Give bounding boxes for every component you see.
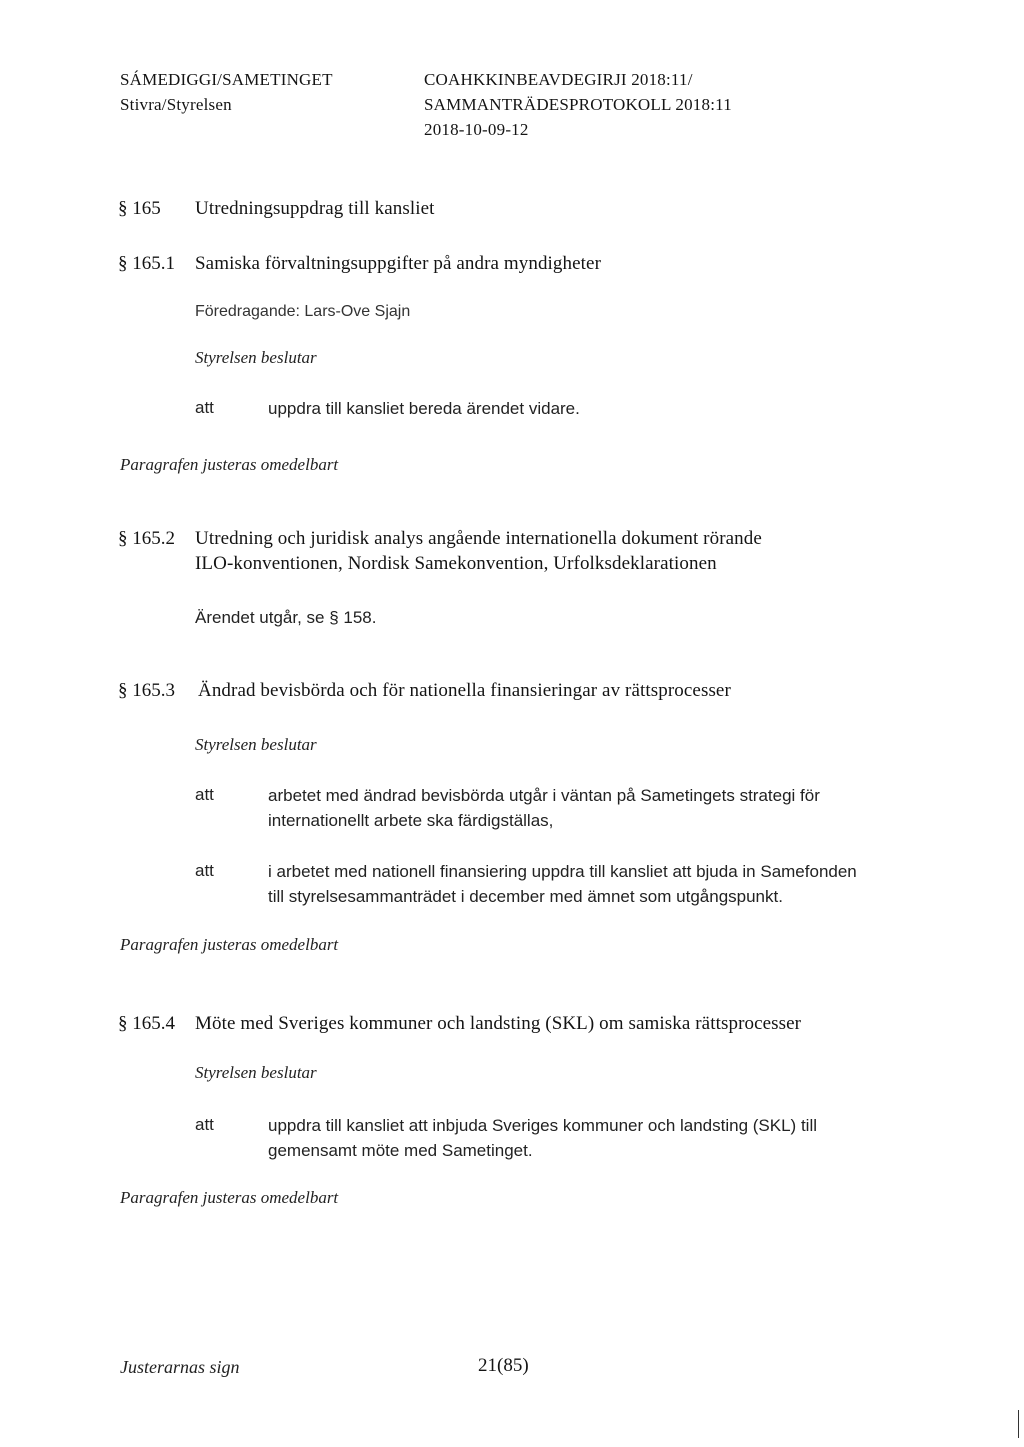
org-unit: Stivra/Styrelsen (120, 95, 232, 114)
section-165-1-att-label: att (195, 398, 214, 417)
protocol-subtitle: SAMMANTRÄDESPROTOKOLL 2018:11 (424, 95, 732, 114)
margin-mark (1018, 1410, 1019, 1438)
section-165-3-att1-label: att (195, 785, 214, 804)
section-165-3-decision1-line2: internationellt arbete ska färdigställas, (268, 811, 554, 830)
section-165-4-decision-heading: Styrelsen beslutar (195, 1063, 317, 1082)
org-name: SÁMEDIGGI/SAMETINGET (120, 70, 333, 89)
protocol-title: COAHKKINBEAVDEGIRJI 2018:11/ (424, 70, 693, 89)
section-165-3-decision2-line2: till styrelsesammanträdet i december med ämnet som utgångspunkt. (268, 887, 783, 906)
section-165-4-adjustment: Paragrafen justeras omedelbart (120, 1188, 339, 1207)
section-165-title: Utredningsuppdrag till kansliet (195, 198, 435, 219)
page-number: 21(85) (478, 1355, 529, 1376)
section-165-1-decision-heading: Styrelsen beslutar (195, 348, 317, 367)
section-165-2-title-line1: Utredning och juridisk analys angående internationella dokument rörande (195, 528, 762, 549)
signature-label: Justerarnas sign (120, 1357, 240, 1377)
section-165-4-decision-line2: gemensamt möte med Sametinget. (268, 1141, 533, 1160)
section-165-4-number: § 165.4 (118, 1013, 175, 1034)
section-165-3-att2-label: att (195, 861, 214, 880)
section-165-4-decision-line1: uppdra till kansliet att inbjuda Sveriges kommuner och landsting (SKL) till (268, 1116, 817, 1135)
section-165-number: § 165 (118, 198, 161, 219)
section-165-4-title: Möte med Sveriges kommuner och landsting (SKL) om samiska rättsprocesser (195, 1013, 802, 1034)
section-165-1-presenter: Föredragande: Lars-Ove Sjajn (195, 303, 411, 320)
section-165-3-decision2-line1: i arbetet med nationell finansiering uppdra till kansliet att bjuda in Samefonden (268, 862, 857, 881)
section-165-1-number: § 165.1 (118, 253, 175, 274)
meeting-date: 2018-10-09-12 (424, 120, 529, 139)
section-165-3-adjustment: Paragrafen justeras omedelbart (120, 935, 339, 954)
section-165-3-decision-heading: Styrelsen beslutar (195, 735, 317, 754)
section-165-4-att-label: att (195, 1115, 214, 1134)
section-165-1-title: Samiska förvaltningsuppgifter på andra myndigheter (195, 253, 602, 274)
section-165-1-adjustment: Paragrafen justeras omedelbart (120, 455, 339, 474)
section-165-3-decision1-line1: arbetet med ändrad bevisbörda utgår i väntan på Sametingets strategi för (268, 786, 820, 805)
section-165-3-title: Ändrad bevisbörda och för nationella finansieringar av rättsprocesser (198, 680, 731, 701)
section-165-1-decision: uppdra till kansliet bereda ärendet vidare. (268, 399, 580, 418)
section-165-2-note: Ärendet utgår, se § 158. (195, 608, 377, 627)
section-165-2-title-line2: ILO-konventionen, Nordisk Samekonvention, Urfolksdeklarationen (195, 553, 717, 574)
section-165-2-number: § 165.2 (118, 528, 175, 549)
section-165-3-number: § 165.3 (118, 680, 175, 701)
